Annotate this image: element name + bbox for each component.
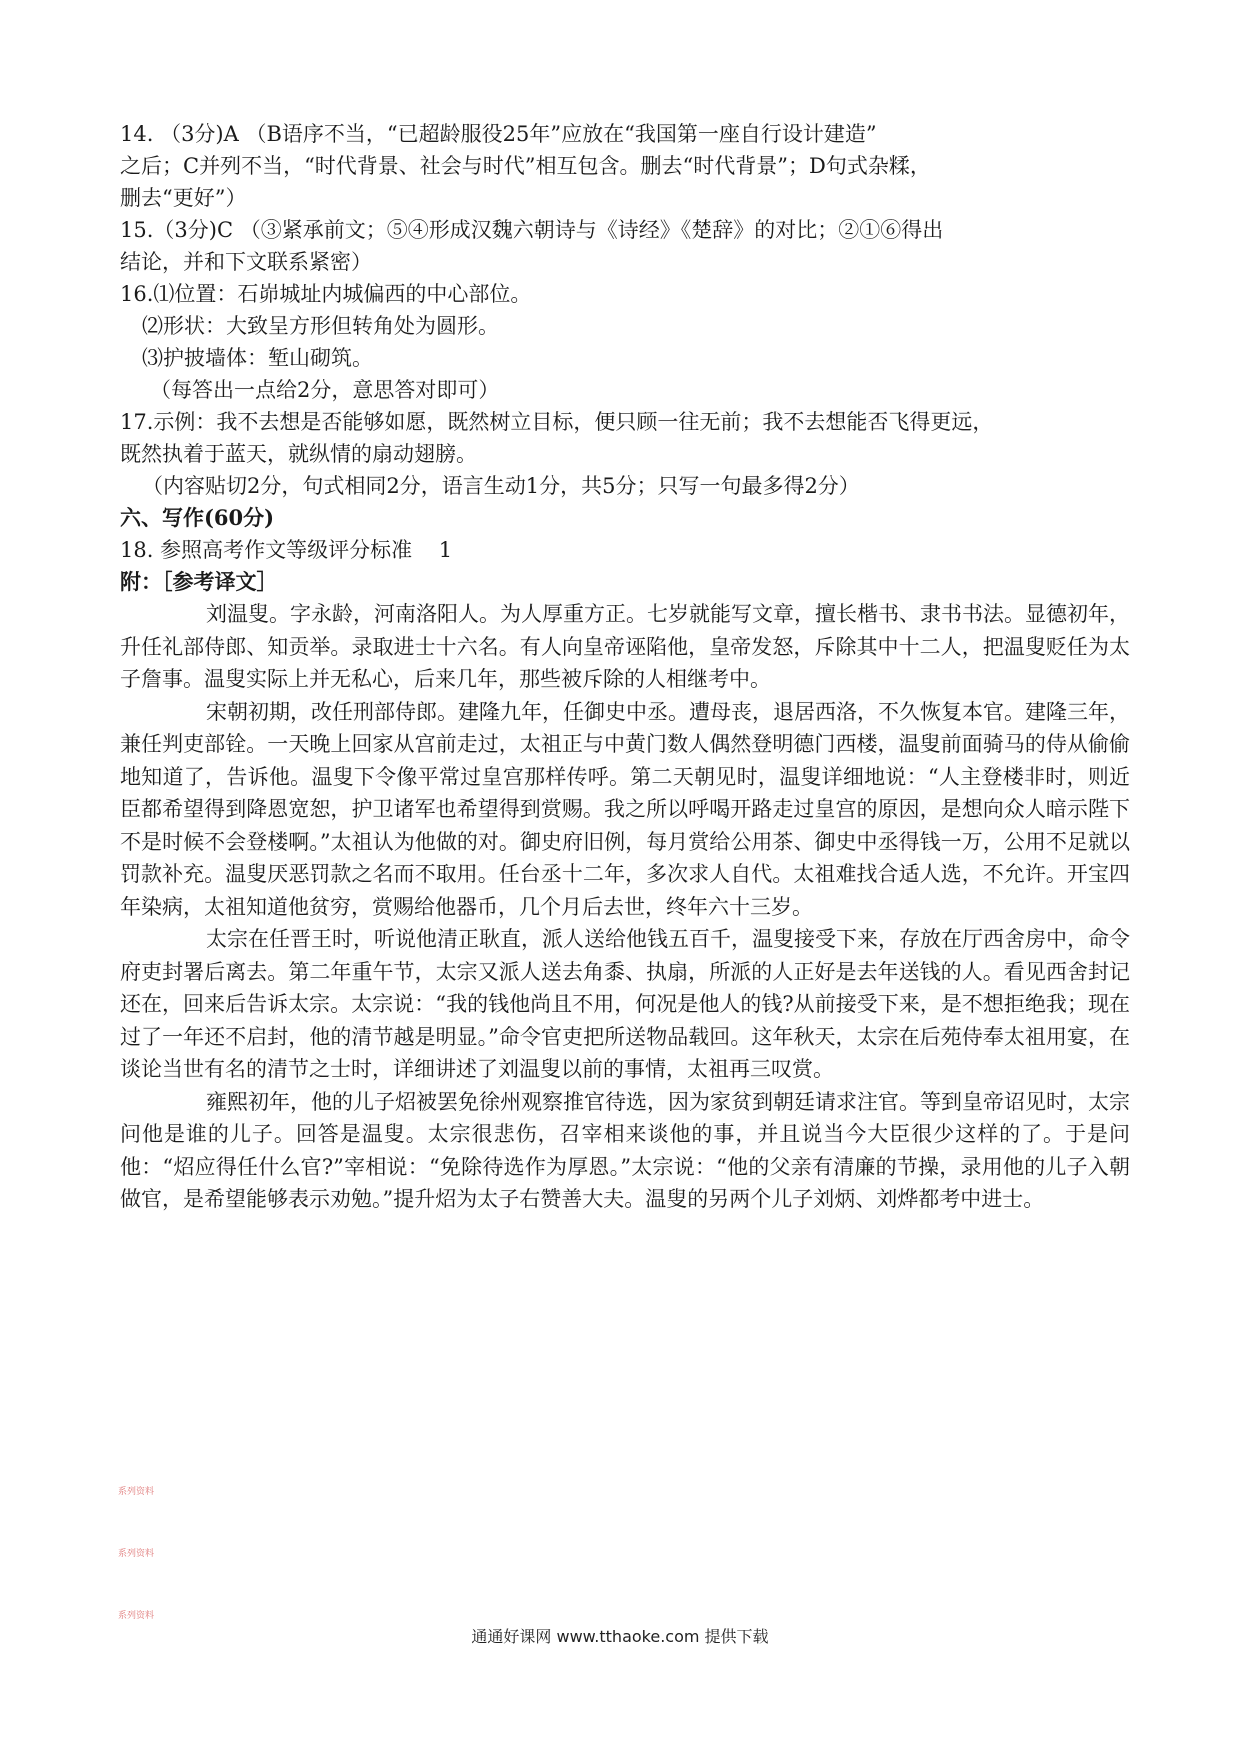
answer-15-line-1: 15.（3分)C （③紧承前文；⑤④形成汉魏六朝诗与《诗经》《楚辞》的对比；②①⑥得出: [120, 218, 944, 242]
answer-17-line-1: 17.示例：我不去想是否能够如愿，既然树立目标，便只顾一往无前；我不去想能否飞得更远，: [120, 410, 994, 434]
translation-paragraph-1: 刘温叟。字永龄，河南洛阳人。为人厚重方正。七岁就能写文章，擅长楷书、隶书书法。显德初年，升任礼部侍郎、知贡举。录取进士十六名。有人向皇帝诬陷他，皇帝发怒，斥除其中十二人，把温叟贬任为太子詹事。温叟实际上并无私心，后来几年，那些被斥除的人相继考中。: [120, 602, 1130, 691]
watermark-2: 系列资料: [118, 1549, 155, 1559]
section-six-heading: 六、写作(60分): [120, 505, 275, 530]
answer-16-scoring-note: （每答出一点给2分，意思答对即可）: [150, 378, 500, 402]
answer-18: 18. 参照高考作文等级评分标准 1: [120, 538, 453, 562]
appendix-heading: 附：［参考译文］: [120, 569, 278, 594]
answer-14-line-3: 删去“更好”）: [120, 186, 247, 210]
answer-16-line-2: ⑵形状：大致呈方形但转角处为圆形。: [142, 314, 499, 338]
translation-paragraph-2: 宋朝初期，改任刑部侍郎。建隆九年，任御史中丞。遭母丧，退居西洛，不久恢复本官。建隆三年，兼任判吏部铨。一天晚上回家从宫前走过，太祖正与中黄门数人偶然登明德门西楼，温叟前面骑马的侍从偷偷地知道了，告诉他。温叟下令像平常过皇宫那样传呼。第二天朝见时，温叟详细地说：“人主登楼非时，则近臣都希望得到降恩宽恕，护卫诸军也希望得到赏赐。我之所以呼喝开路走过皇宫的原因，是想向众人暗示陛下不是时候不会登楼啊。”太祖认为他做的对。御史府旧例，每月赏给公用茶、御史中丞得钱一万，公用不足就以罚款补充。温叟厌恶罚款之名而不取用。任台丞十二年，多次求人自代。太祖难找合适人选，不允许。开宝四年染病，太祖知道他贫穷，赏赐给他器币，几个月后去世，终年六十三岁。: [120, 699, 1130, 919]
watermark-3: 系列资料: [118, 1611, 155, 1621]
answer-17-line-2: 既然执着于蓝天，就纵情的扇动翅膀。: [120, 442, 477, 466]
translation-paragraph-4: 雍熙初年，他的儿子炤被罢免徐州观察推官待选，因为家贫到朝廷请求注官。等到皇帝诏见时，太宗问他是谁的儿子。回答是温叟。太宗很悲伤，召宰相来谈他的事，并且说当今大臣很少这样的了。于是问他：“炤应得任什么官?”宰相说：“免除待选作为厚恩。”太宗说：“他的父亲有清廉的节操，录用他的儿子入朝做官，是希望能够表示劝勉。”提升炤为太子右赞善大夫。温叟的另两个儿子刘炳、刘烨都考中进士。: [120, 1089, 1130, 1211]
footer-credit: 通通好课网 www.tthaoke.com 提供下载: [471, 1627, 769, 1646]
translation-paragraph-3: 太宗在任晋王时，听说他清正耿直，派人送给他钱五百千，温叟接受下来，存放在厅西舍房中，命令府吏封署后离去。第二年重午节，太宗又派人送去角黍、执扇，所派的人正好是去年送钱的人。看见西舍封记还在，回来后告诉太宗。太宗说：“我的钱他尚且不用，何况是他人的钱?从前接受下来，是不想拒绝我；现在过了一年还不启封，他的清节越是明显。”命令官吏把所送物品载回。这年秋天，太宗在后苑侍奉太祖用宴，在谈论当世有名的清节之士时，详细讲述了刘温叟以前的事情，太祖再三叹赏。: [120, 927, 1130, 1081]
answer-16-line-3: ⑶护披墙体：堑山砌筑。: [142, 346, 373, 370]
answer-16-line-1: 16.⑴位置：石峁城址内城偏西的中心部位。: [120, 282, 532, 306]
watermark-1: 系列资料: [118, 1487, 155, 1497]
answer-15-line-2: 结论，并和下文联系紧密）: [120, 250, 372, 274]
answer-17-scoring-note: （内容贴切2分，句式相同2分，语言生动1分，共5分；只写一句最多得2分）: [142, 474, 860, 498]
document-body: [120, 118, 1130, 1216]
answer-14-line-1: 14. （3分)A （B语序不当，“已超龄服役25年”应放在“我国第一座自行设计建造”: [120, 122, 877, 146]
answer-14-line-2: 之后；C并列不当，“时代背景、社会与时代”相互包含。删去“时代背景”；D句式杂糅，: [120, 154, 931, 178]
